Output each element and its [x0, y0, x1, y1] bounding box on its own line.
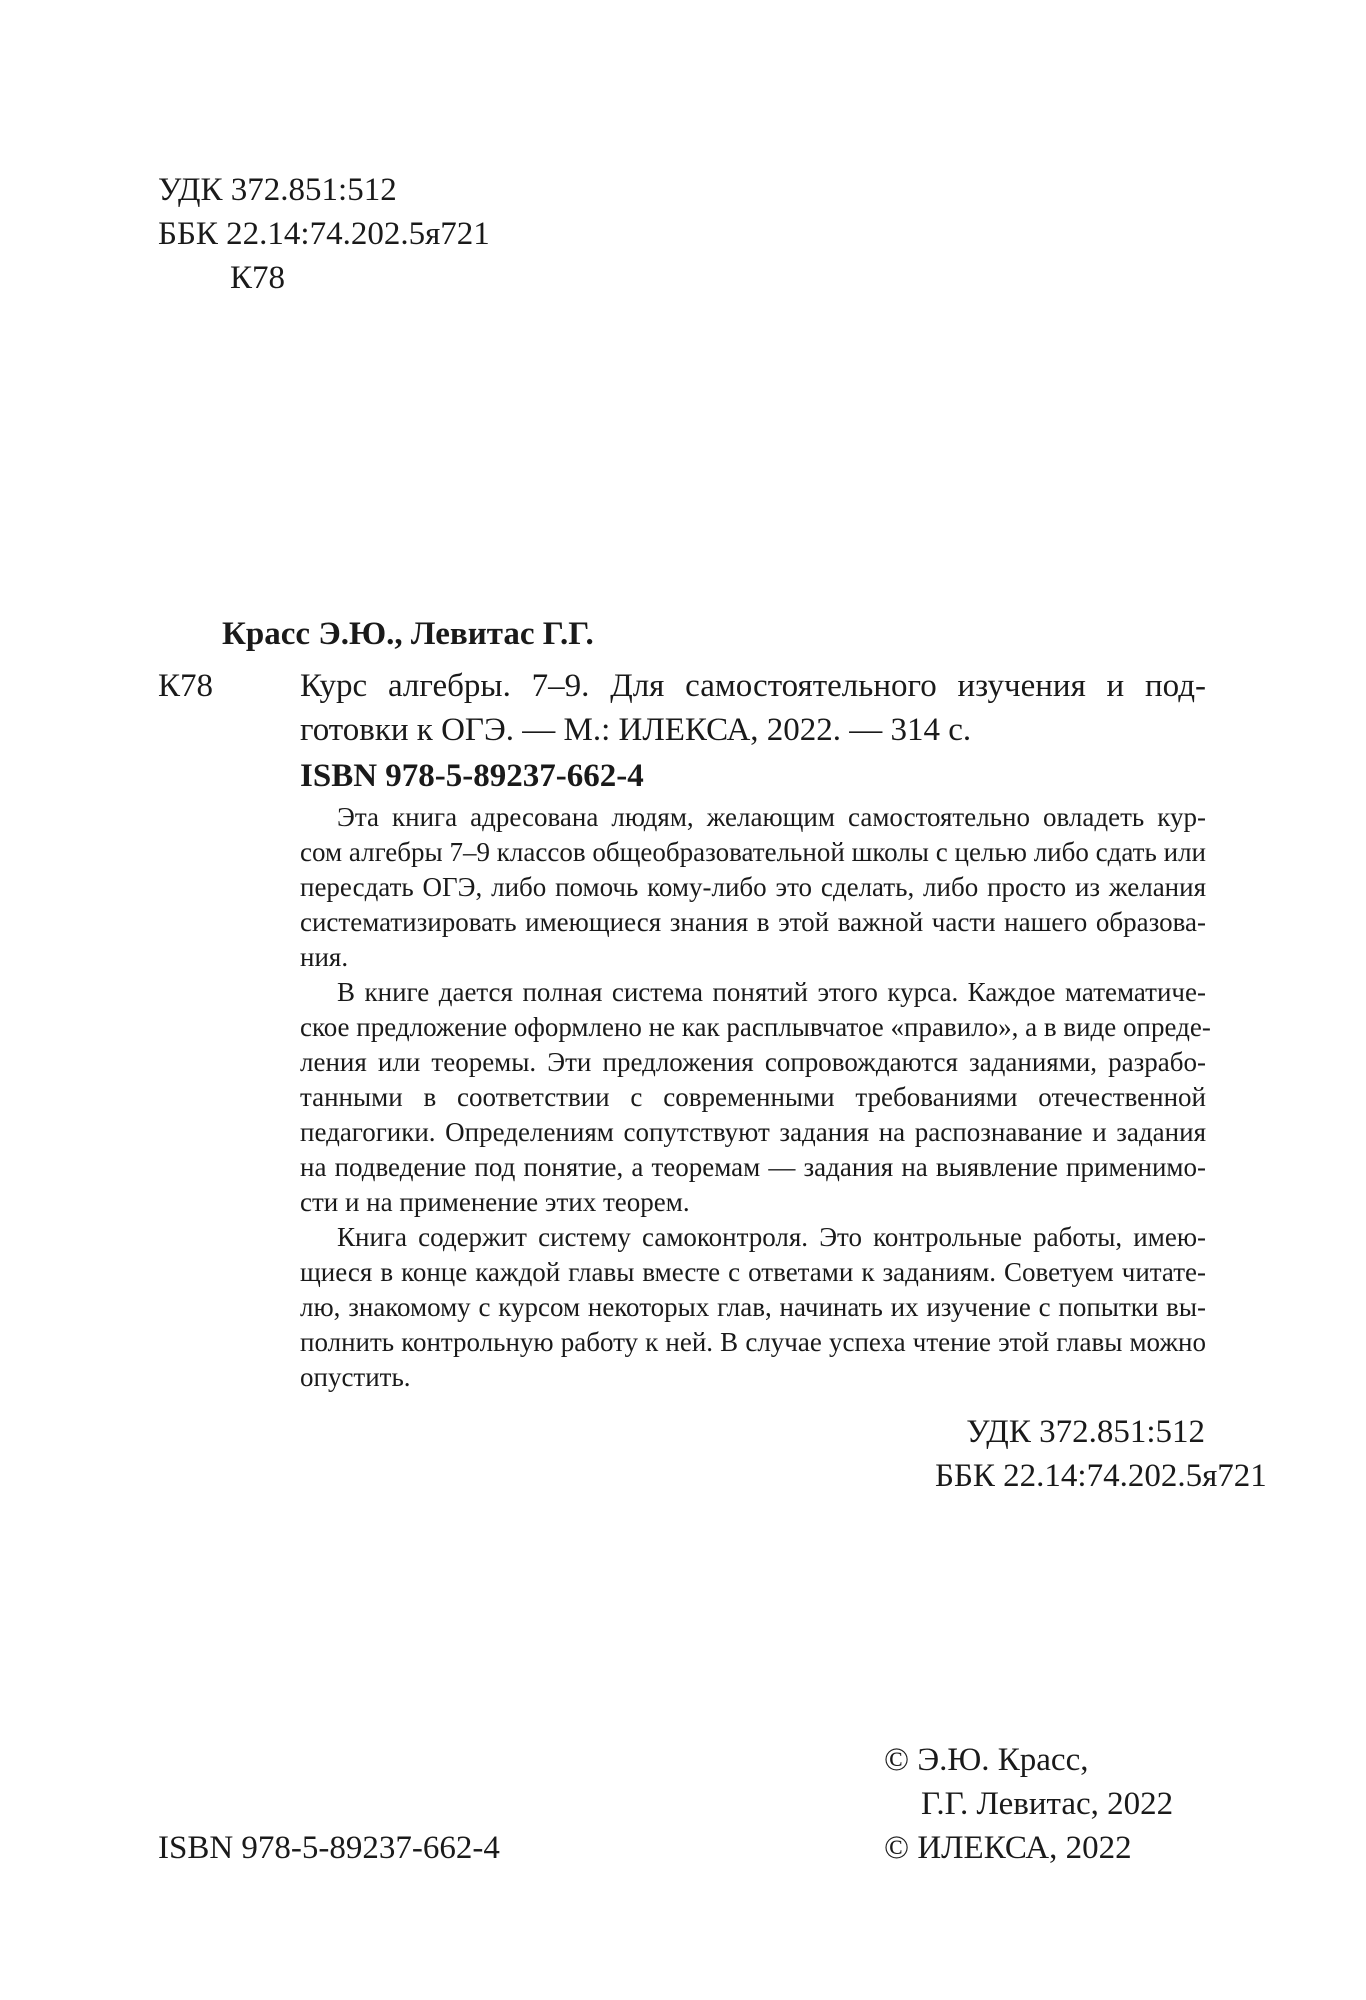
annotation-line: на подведение под понятие, а теоремам — задания на выявление применимо- [300, 1152, 1206, 1182]
annotation-line: ское предложение оформлено не как расплывчатое «правило», а в виде опреде- [300, 1012, 1211, 1042]
entry-author-mark: К78 [158, 668, 214, 704]
authors-heading: Красс Э.Ю., Левитас Г.Г. [222, 616, 594, 652]
bottom-classification-codes [935, 1410, 1267, 1498]
annotation-line: танными в соответствии с современными требованиями отечественной [300, 1082, 1206, 1112]
copyright-line: © ИЛЕКСА, 2022 [884, 1830, 1132, 1866]
annotation-line: ния. [300, 942, 349, 972]
annotation-line: опустить. [300, 1362, 411, 1392]
annotation-line: щиеся в конце каждой главы вместе с ответами к заданиям. Советуем читате- [300, 1257, 1206, 1287]
annotation-line: педагогики. Определениям сопутствуют задания на распознавание и задания [300, 1117, 1206, 1147]
author-mark: К78 [230, 260, 286, 296]
annotation-line: пересдать ОГЭ, либо помочь кому-либо это сделать, либо просто из желания [300, 872, 1206, 902]
annotation-line: систематизировать имеющиеся знания в этой важной части нашего образова- [300, 907, 1206, 937]
annotation-paragraph [300, 800, 1206, 975]
copyright-block [884, 1738, 1173, 1870]
annotation-paragraph [300, 975, 1211, 1220]
annotation-line: В книге дается полная система понятий этого курса. Каждое математиче- [337, 977, 1206, 1007]
annotation-line: сом алгебры 7–9 классов общеобразовательной школы с целью либо сдать или [300, 837, 1206, 867]
top-classification-codes [158, 168, 490, 300]
description-line: готовки к ОГЭ. — М.: ИЛЕКСА, 2022. — 314 с. [300, 712, 972, 748]
annotation-line: полнить контрольную работу к ней. В случае успеха чтение этой главы можно [300, 1327, 1206, 1357]
udk-code: УДК 372.851:512 [966, 1414, 1205, 1450]
description-line: Курс алгебры. 7–9. Для самостоятельного изучения и под- [300, 668, 1206, 704]
bbk-code: ББК 22.14:74.202.5я721 [935, 1458, 1267, 1494]
isbn-footer: ISBN 978-5-89237-662-4 [158, 1830, 500, 1866]
isbn-heading: ISBN 978-5-89237-662-4 [300, 758, 644, 794]
annotation-line: ления или теоремы. Эти предложения сопровождаются заданиями, разрабо- [300, 1047, 1206, 1077]
annotation-paragraph [300, 1220, 1206, 1395]
annotation-line: Эта книга адресована людям, желающим самостоятельно овладеть кур- [337, 802, 1206, 832]
annotation [300, 800, 1211, 1395]
bbk-code: ББК 22.14:74.202.5я721 [158, 216, 490, 252]
bibliographic-description [300, 664, 1206, 752]
annotation-line: лю, знакомому с курсом некоторых глав, начинать их изучение с попытки вы- [300, 1292, 1206, 1322]
copyright-line: © Э.Ю. Красс, [884, 1742, 1089, 1778]
copyright-line: Г.Г. Левитас, 2022 [921, 1786, 1174, 1822]
annotation-line: сти и на применение этих теорем. [300, 1187, 690, 1217]
annotation-line: Книга содержит систему самоконтроля. Это контрольные работы, имею- [337, 1222, 1206, 1252]
udk-code: УДК 372.851:512 [158, 172, 397, 208]
